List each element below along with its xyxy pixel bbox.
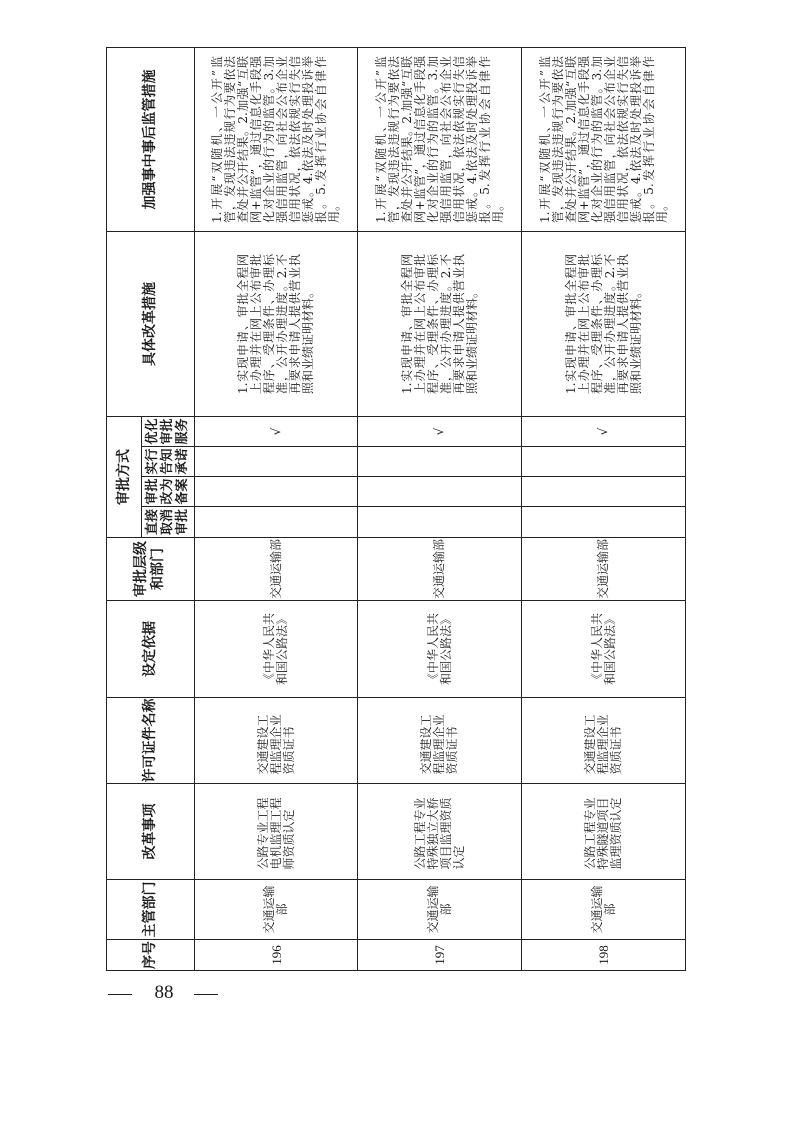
cell-filing: [194, 477, 358, 507]
cell-supervision-text: 1.开展“双随机、一公开”监管，发现违法违规行为要依法查处并公开结果。2.加强“互联网+监管”，通过信息化手段强化对企业的行为的监管。3.加强信用监管，向社会公布企业信用状况，依法依规实行失信惩戒。4.依法及时处理投诉举报。5.发挥行业协会自律作用。: [537, 56, 669, 223]
footer-dash-right: [194, 994, 218, 995]
cell-certificate-text: 交通建设工程监理企业资质证书: [255, 714, 296, 775]
cell-optimize-checkmark: √: [194, 417, 358, 447]
cell-notify: [358, 447, 522, 477]
cell-notify: [522, 447, 686, 477]
header-item: 改革事项: [107, 784, 195, 880]
header-supervision: 加强事中事后监管措施: [107, 48, 195, 232]
footer-dash-left: [108, 994, 132, 995]
cell-item: [194, 784, 358, 880]
cell-supervision: [194, 48, 358, 232]
rotated-table-wrapper: [106, 56, 686, 971]
table-row: [522, 48, 686, 971]
cell-item-text: 公路工程专业特殊隧道项目监理资质认定: [583, 797, 624, 870]
table-row: [194, 48, 358, 971]
cell-level-text: 交通运输部: [596, 538, 611, 599]
header-level: 审批层级和部门: [107, 538, 195, 601]
cell-level: [522, 538, 686, 601]
cell-reform: [358, 232, 522, 417]
cell-filing: [358, 477, 522, 507]
header-method-cancel: 直接取消审批: [142, 507, 195, 538]
cell-basis-text: 《中华人民共和国公路法》: [589, 613, 617, 686]
cell-optimize-checkmark: √: [358, 417, 522, 447]
cell-basis: [358, 601, 522, 698]
cell-optimize-checkmark: √: [522, 417, 686, 447]
cell-serial: 196: [194, 940, 358, 971]
cell-serial: 197: [358, 940, 522, 971]
cell-cancel: [358, 507, 522, 538]
cell-reform: [194, 232, 358, 417]
cell-department: [522, 880, 686, 940]
cell-level: [194, 538, 358, 601]
cell-level-text: 交通运输部: [268, 538, 283, 599]
header-certificate: 许可证件名称: [107, 698, 195, 784]
cell-supervision: [522, 48, 686, 232]
cell-cancel: [522, 507, 686, 538]
cell-filing: [522, 477, 686, 507]
header-basis: 设定依据: [107, 601, 195, 698]
cell-supervision-text: 1.开展“双随机、一公开”监管，发现违法违规行为要依法查处并公开结果。2.加强“互联网+监管”，通过信息化手段强化对企业的行为的监管。3.加强信用监管，向社会公布企业信用状况，依法依规实行失信惩戒。4.依法及时处理投诉举报。5.发挥行业协会自律作用。: [210, 56, 342, 223]
cell-basis: [522, 601, 686, 698]
cell-basis-text: 《中华人民共和国公路法》: [425, 613, 453, 686]
cell-item: [522, 784, 686, 880]
cell-certificate: [194, 698, 358, 784]
cell-certificate: [522, 698, 686, 784]
cell-item: [358, 784, 522, 880]
table-row: [358, 48, 522, 971]
cell-reform-text: 1.实现申请、审批全程网上办理并在网上公布审批程序、受理条件、办理标准，公开办理进度。2.不再要求申请人提供营业执照和业绩证明材料。: [236, 254, 316, 394]
cell-reform-text: 1.实现申请、审批全程网上办理并在网上公布审批程序、受理条件、办理标准，公开办理进度。2.不再要求申请人提供营业执照和业绩证明材料。: [399, 254, 479, 394]
cell-serial: 198: [522, 940, 686, 971]
cell-certificate-text: 交通建设工程监理企业资质证书: [419, 714, 460, 775]
cell-department-text: 交通运输部: [589, 885, 617, 934]
cell-certificate: [358, 698, 522, 784]
cell-department: [358, 880, 522, 940]
cell-reform: [522, 232, 686, 417]
cell-department-text: 交通运输部: [425, 885, 453, 934]
reform-table: [106, 47, 686, 971]
header-row: [107, 48, 142, 971]
cell-notify: [194, 447, 358, 477]
cell-item-text: 公路专业工程电机监理工程师资质认定: [255, 797, 296, 870]
cell-level-text: 交通运输部: [432, 538, 447, 599]
page-number: 88: [154, 982, 174, 1003]
cell-certificate-text: 交通建设工程监理企业资质证书: [583, 714, 624, 775]
cell-reform-text: 1.实现申请、审批全程网上办理并在网上公布审批程序、受理条件、办理标准，公开办理进度。2.不再要求申请人提供营业执照和业绩证明材料。: [563, 254, 643, 394]
cell-supervision-text: 1.开展“双随机、一公开”监管，发现违法违规行为要依法查处并公开结果。2.加强“互联网+监管”，通过信息化手段强化对企业的行为的监管。3.加强信用监管，向社会公布企业信用状况，依法依规实行失信惩戒。4.依法及时处理投诉举报。5.发挥行业协会自律作用。: [373, 56, 505, 223]
header-method-optimize: 优化审批服务: [142, 417, 195, 447]
cell-cancel: [194, 507, 358, 538]
cell-basis-text: 《中华人民共和国公路法》: [262, 613, 290, 686]
cell-department: [194, 880, 358, 940]
header-method-notify: 实行告知承诺: [142, 447, 195, 477]
cell-item-text: 公路工程专业特殊独立大桥项目监理资质认定: [412, 797, 466, 870]
cell-department-text: 交通运输部: [262, 885, 290, 934]
header-method-group: 审批方式: [107, 417, 142, 538]
header-serial: 序号: [107, 940, 195, 971]
header-department: 主管部门: [107, 880, 195, 940]
cell-supervision: [358, 48, 522, 232]
cell-level: [358, 538, 522, 601]
header-reform-measures: 具体改革措施: [107, 232, 195, 417]
page-footer: [108, 980, 218, 1008]
cell-basis: [194, 601, 358, 698]
header-method-filing: 审批改为备案: [142, 477, 195, 507]
